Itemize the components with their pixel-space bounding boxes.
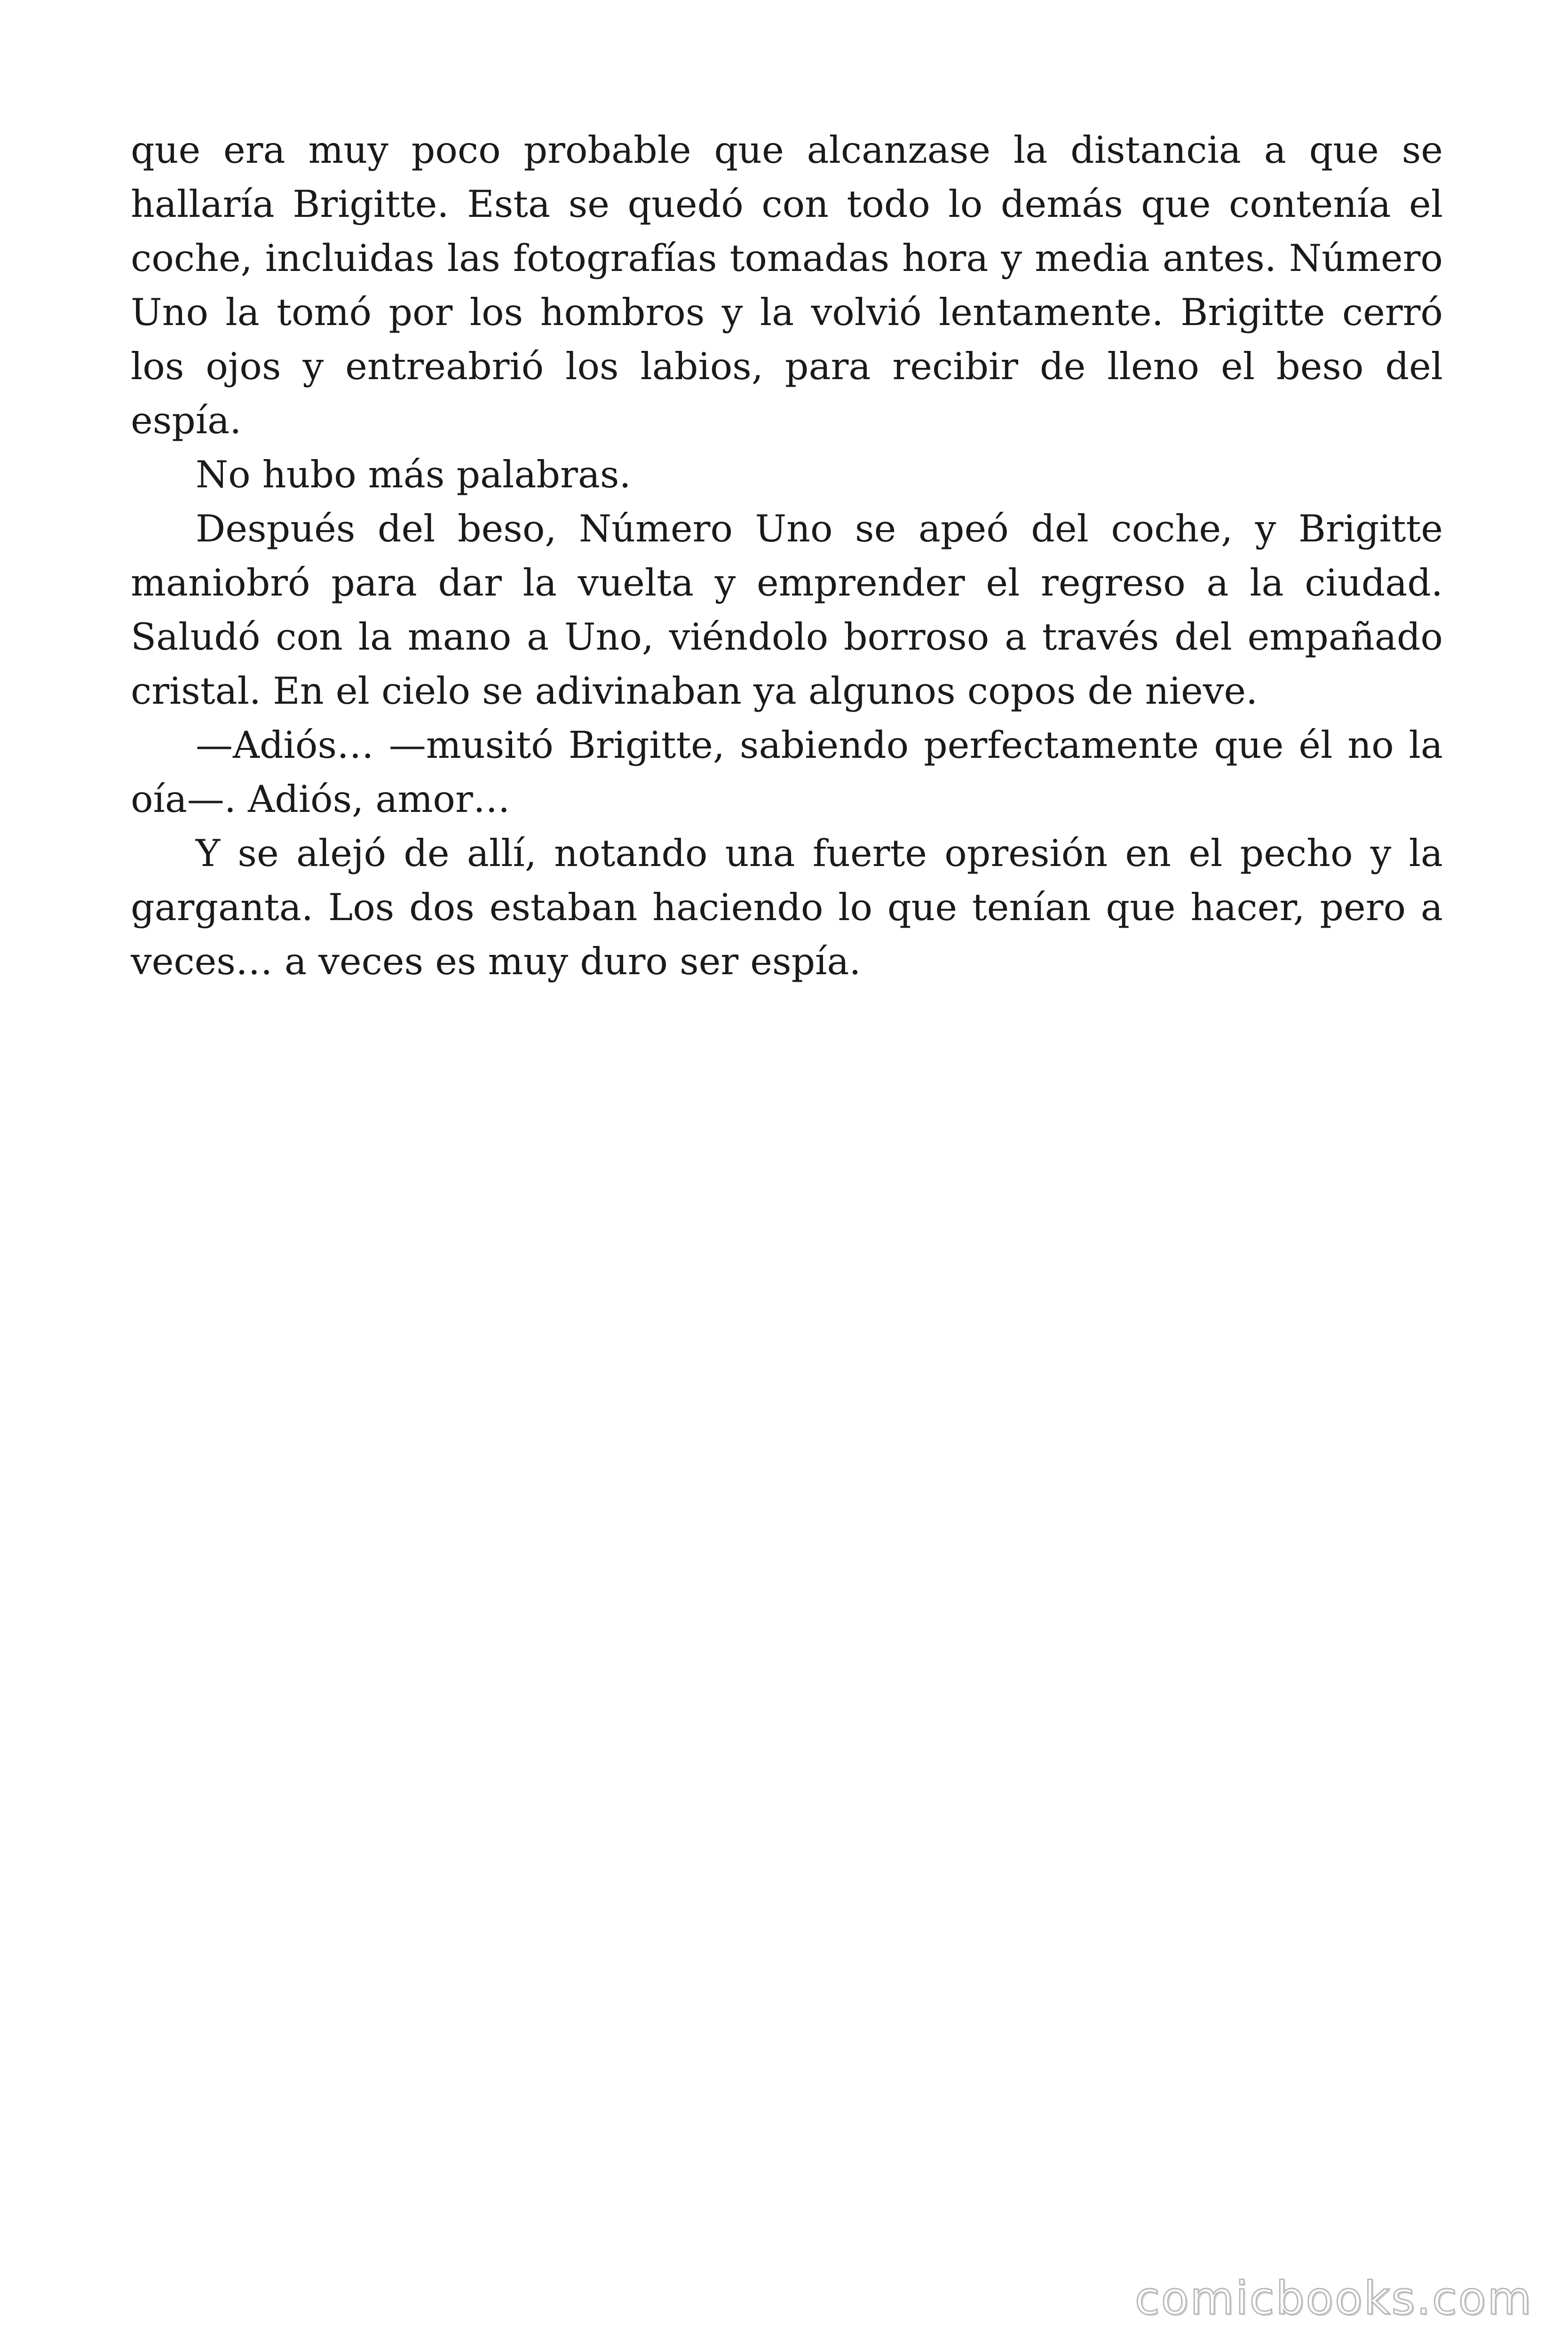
paragraph: —Adiós… —musitó Brigitte, sabiendo perfectamente que él no la oía—. Adiós, amor… — [131, 723, 1443, 821]
site-watermark: comicbooks.com — [1134, 2272, 1533, 2325]
body-text — [131, 123, 1443, 989]
paragraph: que era muy poco probable que alcanzase la distancia a que se hallaría Brigitte. Esta se quedó con todo lo demás que contenía el coche, incluidas las fotografías tomadas hora y media antes. Número Uno la tomó por los hombros y la volvió lentamente. Brigitte cerró los ojos y entreabrió los labios, para recibir de lleno el beso del espía. — [131, 128, 1443, 442]
paragraph: Y se alejó de allí, notando una fuerte opresión en el pecho y la garganta. Los dos estaban haciendo lo que tenían que hacer, pero a veces… a veces es muy duro ser espía. — [131, 832, 1443, 983]
paragraph: No hubo más palabras. — [196, 453, 631, 496]
paragraph: Después del beso, Número Uno se apeó del coche, y Brigitte maniobró para dar la vuelta y emprender el regreso a la ciudad. Saludó con la mano a Uno, viéndolo borroso a través del empañado cristal. En el cielo se adivinaban ya algunos copos de nieve. — [131, 507, 1443, 713]
